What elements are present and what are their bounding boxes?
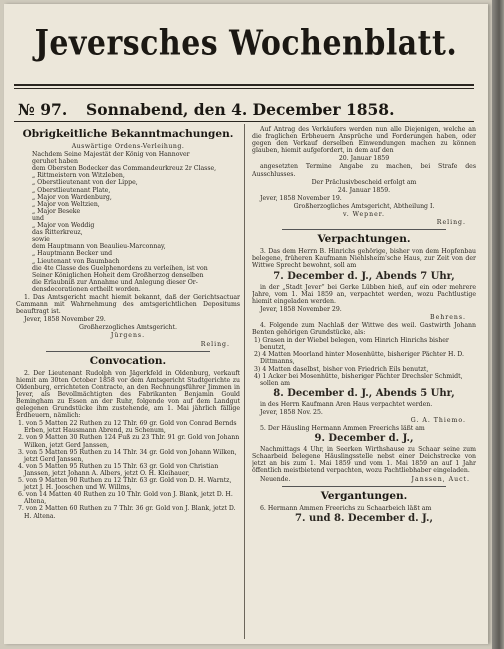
convocation-item: 1. von 5 Matten 22 Ruthen zu 12 Thlr. 69 gr. Gold von Conrad Bernds Erben, jetzt Hausmann Abrend, zu Schenum,: [18, 420, 237, 435]
subheading-orders: Auswärtige Ordens-Verleihung.: [71, 143, 185, 150]
order-line: Seiner Königlichen Hoheit dem Großherzog denselben: [32, 271, 204, 279]
lease-5-date: 9. December d. J.,: [314, 433, 414, 445]
masthead-rule-top: [14, 84, 474, 86]
place-date: Jever, 1858 November 19.: [260, 194, 342, 202]
newspaper-page: [4, 4, 488, 644]
lease-item: 2) 4 Matten Moorland hinter Mosenhütte, bisheriger Pächter H. D. Dittmanns,: [254, 351, 464, 366]
convocation-item: 6. von 14 Matten 40 Ruthen zu 10 Thlr. Gold von J. Blank, jetzt D. H. Altena,: [18, 491, 233, 506]
order-line: geruhet haben: [32, 158, 78, 166]
lease-4-text-c: in des Herrn Kaufmann Aren Haus verpachtet werden.: [260, 400, 433, 408]
lease-5-footer: [252, 476, 476, 483]
convocation-item: 3. von 5 Matten 95 Ruthen zu 14 Thlr. 34 gr. Gold von Johann Wilken, jetzt Gerd Janssen,: [18, 448, 237, 463]
order-line: Nachdem Seine Majestät der König von Hannover: [32, 151, 190, 159]
right-column: [252, 126, 476, 641]
auction-6-date: 7. und 8. December d. J.,: [295, 512, 433, 524]
order-list: [16, 151, 240, 293]
order-line: die Erlaubniß zur Annahme und Anlegung dieser Or-: [32, 278, 198, 286]
notice-office: Großherzogliches Amtsgericht.: [79, 324, 177, 332]
order-line: „ Major Beseke: [32, 207, 81, 215]
convocation-text: 2. Der Lieutenant Rudolph von Jägerkfeld in Oldenburg, verkauft hiemit am 30ten October 1858 vor dem Amtsgericht Stadtgerichte zu Oldenburg, errichteten Contracte, an den Rechnungsführer Jimmen in Jever, als Bevollmächtigten des Fabrikanten Benjamin Gould Bemingham zu Essen an der Ruhr, folgende von auf dem Landgut gelegenen Grundstücke ihm zustehende, am 1. Mai jährlich fällige Erdheuern, nämlich:: [16, 369, 240, 420]
lease-5-text-b: Nachmittags 4 Uhr, in Seerken Wirthshause zu Schaar seine zum Schaarbeid belegene Häuslingsstelle nebst einer Deichstrecke von jetzt an bis zum 1. Mai 1859 und vom 1. Mai 1859 an auf 1 Jahr öffentlich meistbietend verpachten, wozu Pachtliebhaber eingeladen.: [252, 446, 476, 475]
order-line: „ Major von Wardenburg,: [32, 193, 112, 201]
lease-3-text: 3. Das dem Herrn B. Hinrichs gehörige, bisher von dem Hopfenbau belegene, früheren Kaufmann Niehlsheim'sche Haus, zur Zeit von der Wittwe Sprecht bewohnt, soll am: [252, 248, 476, 270]
order-line: „ Hauptmann Becker und: [32, 250, 113, 258]
lease-5-signature: Janssen, Auct.: [411, 475, 470, 483]
term-text: angesetzten Termine Angabe zu machen, bei Strafe des Ausschlusses.: [252, 163, 476, 178]
lease-3-signature: Behrens.: [430, 313, 466, 321]
heading-official-notices: Obrigkeitliche Bekanntmachungen.: [22, 128, 234, 140]
auction-6-text: 6. Hermann Ammen Freerichs zu Schaarbeich läßt am: [260, 504, 432, 512]
heading-leases: Verpachtungen.: [317, 233, 411, 246]
lease-4-items: [252, 337, 476, 380]
book-spine: [492, 0, 504, 649]
order-line: „ Major von Weddig: [32, 222, 95, 230]
order-line: densdecorationen ertheilt worden.: [32, 285, 141, 293]
order-line: „ Oberstlieutenant Plate,: [32, 186, 111, 194]
lease-4-place: Jever, 1858 Nov. 25.: [260, 408, 323, 416]
lease-4-date: 8. December d. J., Abends 5 Uhr,: [273, 387, 455, 399]
lease-3-text-b: in der „Stadt Jever“ bei Gerke Lübben hieß, auf ein oder mehrere Jahre, vom 1. Mai 1859 an, verpachtet werden, wozu Pachtlustige hiemit eingeladen werden.: [252, 283, 476, 305]
lease-3-date: 7. December d. J., Abends 7 Uhr,: [273, 270, 455, 282]
lease-item: 3) 4 Matten daselbst, bisher von Friedrich Eils benutzt,: [254, 365, 429, 373]
heading-auctions: Vergantungen.: [320, 489, 408, 502]
convocation-continued: Auf Antrag des Verkäufers werden nun alle Diejenigen, welche an die fraglichen Erbheuern Ansprüche und Forderungen haben, oder gegen den Verkauf derselben Einwendungen machen zu können glauben, hiemit aufgefordert, in dem auf den: [252, 126, 476, 155]
notice-date: Jever, 1858 November 29.: [24, 316, 106, 324]
court-office: Großherzogliches Amtsgericht, Abtheilung I.: [293, 202, 435, 210]
preclusive-text: Der Präclusivbescheid erfolgt am: [311, 178, 417, 186]
order-line: und: [32, 214, 44, 222]
notice-court: 1. Das Amtsgericht macht hiemit bekannt, daß der Gerichtsactuar Cammann mit Wahrnehmung des amtsgerichtlichen Depositums beauftragt ist.: [16, 293, 240, 316]
issue-rule: [14, 121, 474, 122]
order-line: sowie: [32, 236, 50, 244]
signature: v. Wepner.: [342, 211, 386, 219]
preclusive-date: 24. Januar 1859.: [337, 186, 391, 194]
convocation-item: 2. von 9 Matten 30 Ruthen 124 Fuß zu 23 Thlr. 91 gr. Gold von Johann Wilken, jetzt Gerd Janssen,: [18, 434, 240, 449]
section-rule: [282, 486, 446, 487]
lease-5-text: 5. Der Häusling Hermann Ammen Freerichs läßt am: [260, 425, 425, 433]
masthead-rule-thin: [14, 88, 474, 89]
signature-2: Reling.: [436, 219, 466, 227]
lease-4-text: 4. Folgende zum Nachlaß der Wittwe des weil. Gastwirth Johann Benten gehörigen Grundstücke, als:: [252, 321, 476, 337]
order-line: „ Major von Weltzien,: [32, 200, 100, 208]
issue-number: № 97.: [18, 100, 68, 119]
notice-signature: Jürgens.: [110, 332, 146, 340]
term-date: 20. Januar 1859: [338, 155, 390, 163]
section-rule: [282, 229, 446, 230]
order-line: die 4te Classe des Guelphenordens zu verleihen, ist von: [32, 264, 208, 272]
order-line: das Ritterkreuz,: [32, 229, 83, 237]
lease-4-text-b: sollen am: [260, 379, 291, 387]
left-column: [16, 126, 240, 641]
convocation-items: [16, 420, 240, 519]
lease-item: 1) Grasen in der Wiebel belegen, vom Hinrich Hinrichs bisher benutzt,: [254, 337, 449, 352]
lease-3-place: Jever, 1858 November 29.: [260, 305, 342, 313]
convocation-item: 7. von 2 Matten 60 Ruthen zu 7 Thlr. 36 gr. Gold von J. Blank, jetzt D. H. Altena.: [18, 505, 236, 520]
masthead-title: Jeversches Wochenblatt.: [34, 23, 458, 64]
column-divider: [244, 124, 245, 639]
convocation-item: 5. von 9 Matten 90 Ruthen zu 12 Thlr. 63 gr. Gold von D. H. Warntz, jetzt J. H. Jooschen und W. Willms,: [18, 477, 232, 492]
issue-dateline: Sonnabend, den 4. December 1858.: [86, 100, 395, 119]
order-line: dem Hauptmann von Beaulieu-Marconnay,: [32, 243, 166, 251]
notice-signature-2: Reling.: [200, 340, 230, 348]
order-line: dem Obersten Bodecker das Commandeurkreuz 2r Classe,: [32, 165, 217, 173]
section-rule: [46, 351, 210, 352]
lease-5-place: Neuende.: [260, 475, 291, 483]
order-line: „ Rittmeistern von Witzleben,: [32, 172, 125, 180]
order-line: „ Lieutenant von Baumbach: [32, 257, 120, 265]
issue-line: [18, 100, 474, 119]
convocation-item: 4. von 5 Matten 95 Ruthen zu 15 Thlr. 63 gr. Gold von Christian Janssen, jetzt Johann A. Albers, jetzt O. H. Kleihauer,: [18, 462, 219, 477]
heading-convocation: Convocation.: [89, 354, 167, 367]
order-line: „ Oberstlieutenant von der Lippe,: [32, 179, 138, 187]
lease-4-signature: G. A. Thiemo.: [410, 417, 466, 424]
lease-item: 4) 1 Acker bei Mosenhütte, bisheriger Pächter Drechsler Schmidt,: [254, 372, 463, 380]
